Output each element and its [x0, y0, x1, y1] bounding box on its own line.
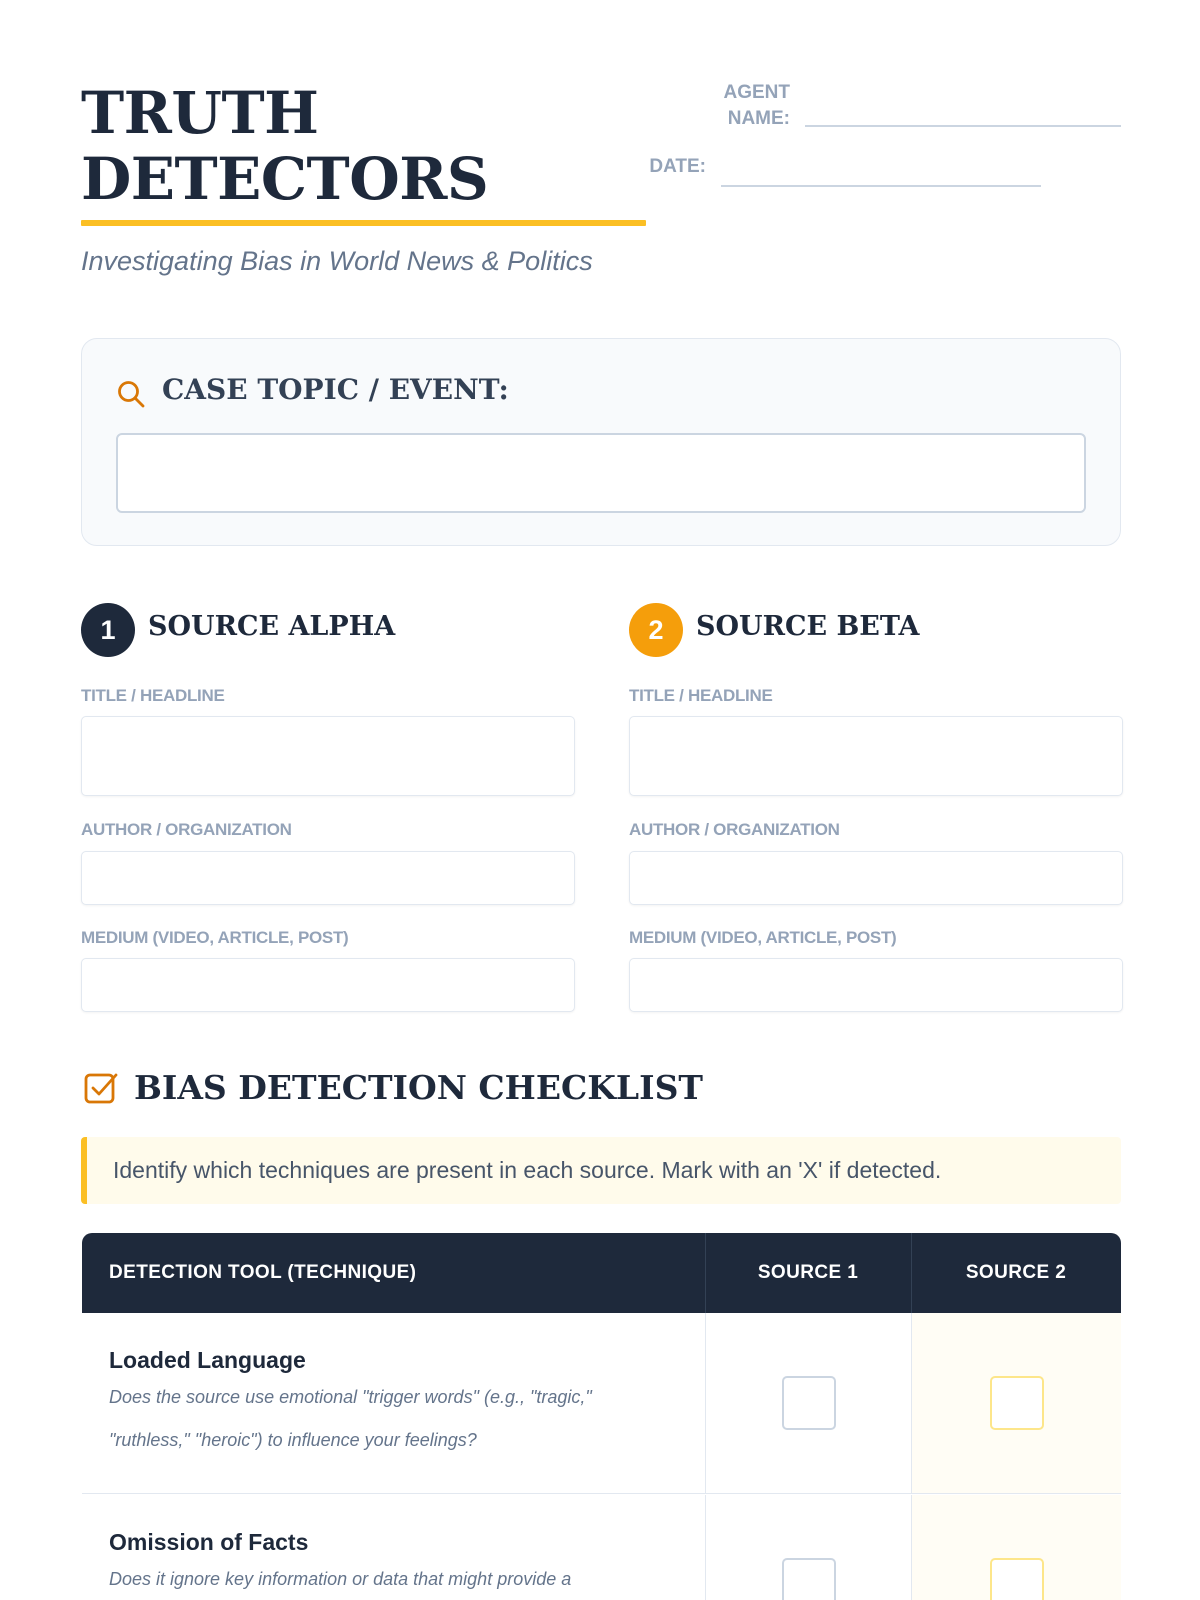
source-beta-author-input[interactable] [629, 851, 1123, 905]
technique-description: Does it ignore key information or data that might provide a [109, 1569, 572, 1589]
source-alpha-title: SOURCE ALPHA [148, 611, 396, 642]
source-1-cell [705, 1313, 911, 1493]
source-beta-author-label: AUTHOR / ORGANIZATION [629, 820, 840, 839]
title-line-1: TRUTH [81, 79, 319, 147]
source-alpha-author-input[interactable] [81, 851, 575, 905]
technique-description: Does the source use emotional "trigger words" (e.g., "tragic," "ruthless," "heroic") to influence your feelings? [109, 1387, 592, 1450]
table-header [82, 1233, 1121, 1313]
source-alpha-medium-label: MEDIUM (VIDEO, ARTICLE, POST) [81, 928, 349, 947]
page-subtitle: Investigating Bias in World News & Politics [81, 246, 593, 276]
title-underline [81, 220, 646, 226]
agent-name-field[interactable] [805, 125, 1121, 127]
agent-name-label: AGENT NAME: [723, 82, 790, 129]
source-beta-medium-label: MEDIUM (VIDEO, ARTICLE, POST) [629, 928, 897, 947]
table-row [82, 1313, 1121, 1494]
source-beta-title: SOURCE BETA [696, 611, 920, 642]
source-alpha-author-label: AUTHOR / ORGANIZATION [81, 820, 292, 839]
source-1-cell [705, 1495, 911, 1600]
case-topic-label: CASE TOPIC / EVENT: [162, 373, 509, 406]
source-1-checkbox[interactable] [782, 1376, 836, 1430]
instructions-text: Identify which techniques are present in each source. Mark with an 'X' if detected. [113, 1157, 942, 1183]
checkbox-icon [83, 1070, 119, 1106]
date-field[interactable] [721, 185, 1041, 187]
technique-title: Loaded Language [109, 1347, 306, 1373]
source-alpha-number-badge: 1 [81, 603, 135, 657]
source-2-cell [911, 1495, 1121, 1600]
source-alpha-headline-label: TITLE / HEADLINE [81, 686, 225, 705]
column-header-source-1: SOURCE 1 [757, 1262, 859, 1283]
source-2-checkbox[interactable] [990, 1558, 1044, 1600]
source-2-cell [911, 1313, 1121, 1493]
source-alpha-medium-input[interactable] [81, 958, 575, 1012]
table-row [82, 1495, 1121, 1600]
page-title [81, 80, 488, 212]
source-alpha-headline-input[interactable] [81, 716, 575, 796]
search-icon [116, 379, 146, 409]
source-beta-headline-input[interactable] [629, 716, 1123, 796]
title-line-2: DETECTORS [81, 145, 489, 213]
checklist-title: BIAS DETECTION CHECKLIST [134, 1068, 703, 1107]
source-1-checkbox[interactable] [782, 1558, 836, 1600]
source-beta-number-badge: 2 [629, 603, 683, 657]
column-header-technique: DETECTION TOOL (TECHNIQUE) [109, 1262, 417, 1283]
source-beta-medium-input[interactable] [629, 958, 1123, 1012]
case-topic-input[interactable] [116, 433, 1086, 513]
instructions-note [81, 1137, 1121, 1204]
case-topic-card [81, 338, 1121, 546]
checklist-table [82, 1233, 1121, 1600]
column-header-source-2: SOURCE 2 [965, 1262, 1067, 1283]
source-beta-headline-label: TITLE / HEADLINE [629, 686, 773, 705]
date-label: DATE: [649, 156, 706, 177]
source-2-checkbox[interactable] [990, 1376, 1044, 1430]
technique-title: Omission of Facts [109, 1529, 309, 1555]
